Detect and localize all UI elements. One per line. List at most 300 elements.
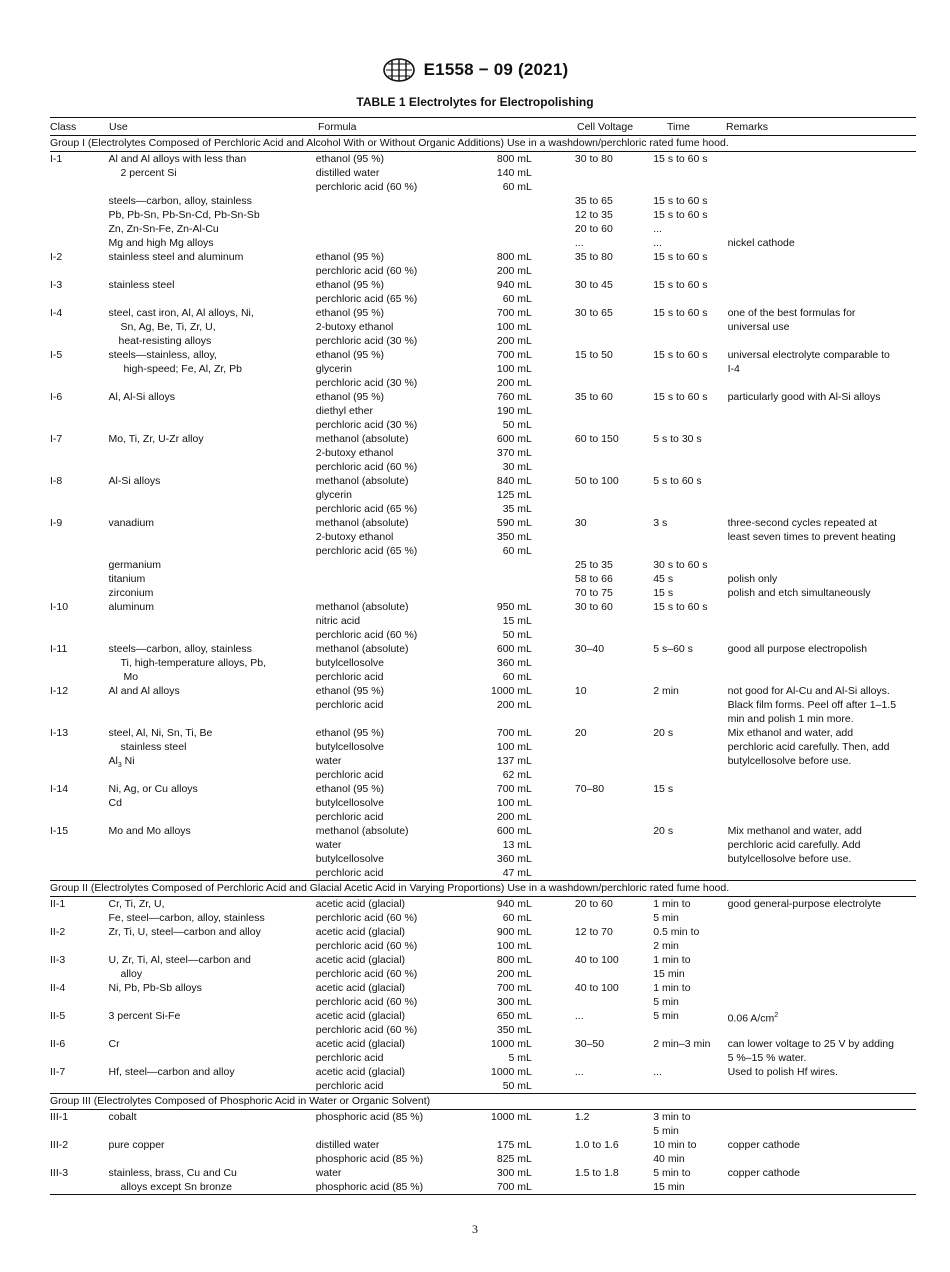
- formula-cell-line: perchloric acid (30 %): [315, 377, 418, 389]
- amount-cell: [484, 1166, 532, 1194]
- formula-cell-line: acetic acid (glacial): [315, 898, 406, 910]
- time-cell: [653, 250, 727, 264]
- remarks-cell-line: Mix ethanol and water, add: [727, 727, 854, 739]
- remarks-cell-line: Used to polish Hf wires.: [727, 1066, 838, 1078]
- amount-cell-line: 62 mL: [502, 769, 532, 781]
- formula-cell-line: ethanol (95 %): [315, 685, 385, 697]
- time-cell-line: 5 s–60 s: [653, 643, 693, 655]
- formula-cell: [316, 684, 485, 712]
- formula-cell-line: perchloric acid: [315, 769, 384, 781]
- amount-cell: [484, 474, 532, 516]
- time-cell: [653, 925, 727, 953]
- voltage-cell: [532, 306, 653, 320]
- remarks-cell-line: perchloric acid carefully. Add: [727, 839, 861, 851]
- use-cell-line: Ti, high-temperature alloys, Pb,: [120, 657, 267, 669]
- voltage-cell: [532, 897, 653, 911]
- amount-cell: [484, 642, 532, 684]
- formula-cell: [316, 600, 485, 642]
- amount-cell-line: 950 mL: [496, 601, 532, 613]
- electrolyte-table: [50, 117, 916, 1195]
- remarks-cell: [728, 1138, 916, 1152]
- time-cell-line: 1 min to: [653, 954, 691, 966]
- formula-cell-line: perchloric acid: [315, 811, 384, 823]
- amount-cell: [484, 684, 532, 712]
- time-cell-line: 5 s to 60 s: [653, 475, 702, 487]
- use-cell-line: Ni, Pb, Pb-Sb alloys: [108, 982, 202, 994]
- formula-cell: [316, 726, 485, 782]
- table-row: [50, 897, 916, 925]
- time-cell: [653, 348, 727, 362]
- remarks-cell-line: [728, 222, 916, 236]
- voltage-cell-line: 12 to 35: [574, 209, 613, 221]
- formula-cell: [316, 348, 485, 390]
- use-cell: [109, 390, 316, 404]
- voltage-cell-line: 20: [574, 727, 587, 739]
- voltage-cell-line: 20 to 60: [574, 898, 613, 910]
- voltage-cell: [532, 152, 653, 166]
- remarks-cell: [728, 516, 916, 544]
- amount-cell-line: 100 mL: [496, 940, 532, 952]
- use-cell-line: Zn, Zn-Sn-Fe, Zn-Al-Cu: [108, 223, 219, 235]
- voltage-cell: [532, 600, 653, 614]
- group-heading: Group III (Electrolytes Composed of Phosphoric Acid in Water or Organic Solvent): [50, 1093, 916, 1110]
- voltage-cell-line: 58 to 66: [574, 573, 613, 585]
- voltage-cell: [532, 1009, 653, 1023]
- time-cell: [653, 600, 727, 614]
- formula-cell: [316, 981, 485, 1009]
- use-cell: [109, 1138, 316, 1152]
- class-cell: II-5: [50, 1010, 66, 1022]
- class-cell: I-2: [50, 251, 63, 263]
- amount-cell-line: 1000 mL: [491, 1111, 532, 1123]
- remarks-cell-line: good all purpose electropolish: [727, 643, 868, 655]
- time-cell-line: 15 s to 60 s: [653, 153, 708, 165]
- table-row: [50, 278, 916, 306]
- formula-cell-line: methanol (absolute): [315, 517, 409, 529]
- remarks-cell-line: Black film forms. Peel off after 1–1.5: [727, 699, 897, 711]
- use-cell: [109, 953, 316, 981]
- formula-cell-line: methanol (absolute): [315, 475, 409, 487]
- amount-cell-line: 35 mL: [502, 503, 532, 515]
- voltage-cell: [532, 474, 653, 488]
- voltage-cell-line: 30 to 60: [574, 601, 613, 613]
- table-row: [50, 1065, 916, 1093]
- voltage-cell-line: 60 to 150: [574, 433, 619, 445]
- amount-cell-line: 1000 mL: [491, 1038, 532, 1050]
- amount-cell-line: 50 mL: [502, 1080, 532, 1092]
- amount-cell-line: 100 mL: [496, 797, 532, 809]
- amount-cell-line: 1000 mL: [491, 685, 532, 697]
- voltage-cell: [532, 684, 653, 698]
- amount-cell-line: 30 mL: [502, 461, 532, 473]
- formula-cell: [316, 390, 485, 432]
- use-cell-line: Mo and Mo alloys: [108, 825, 191, 837]
- remarks-cell: [728, 1009, 916, 1026]
- time-cell-line: 15 s to 60 s: [653, 209, 708, 221]
- voltage-cell-line: 40 to 100: [574, 954, 619, 966]
- time-cell-line: 40 min: [653, 1153, 685, 1165]
- voltage-cell-line: 30 to 65: [574, 307, 613, 319]
- col-formula: Formula: [318, 120, 357, 133]
- voltage-cell: [532, 981, 653, 995]
- table-row: [50, 152, 916, 194]
- amount-cell-line: 50 mL: [502, 629, 532, 641]
- formula-cell-line: butylcellosolve: [315, 657, 385, 669]
- table-title: TABLE 1 Electrolytes for Electropolishing: [356, 95, 594, 109]
- table-row: [50, 1166, 916, 1195]
- table-row: [50, 558, 916, 600]
- formula-cell-line: distilled water: [315, 1139, 380, 1151]
- formula-cell-line: methanol (absolute): [315, 601, 409, 613]
- amount-cell-line: 370 mL: [496, 447, 532, 459]
- voltage-cell-line: 12 to 70: [574, 926, 613, 938]
- use-cell: [109, 600, 316, 614]
- formula-cell-line: perchloric acid (60 %): [315, 940, 418, 952]
- formula-cell-line: acetic acid (glacial): [315, 954, 406, 966]
- amount-cell-line: 300 mL: [496, 1167, 532, 1179]
- formula-cell-line: perchloric acid: [315, 1080, 384, 1092]
- voltage-cell-line: 1.0 to 1.6: [574, 1139, 619, 1151]
- formula-cell-line: perchloric acid (30 %): [315, 335, 418, 347]
- amount-cell-line: 900 mL: [496, 926, 532, 938]
- formula-cell-line: methanol (absolute): [315, 433, 409, 445]
- formula-cell: [316, 953, 485, 981]
- table-row: [50, 953, 916, 981]
- remarks-cell-line: I-4: [727, 363, 740, 375]
- formula-cell-line: butylcellosolve: [315, 853, 385, 865]
- use-cell-line: steels—carbon, alloy, stainless: [108, 195, 252, 207]
- time-cell: [653, 897, 727, 925]
- remarks-cell: [728, 642, 916, 656]
- voltage-cell: [532, 953, 653, 967]
- time-cell-line: 10 min to: [653, 1139, 697, 1151]
- voltage-cell-line: 1.5 to 1.8: [574, 1167, 619, 1179]
- use-cell-line: alloys except Sn bronze: [120, 1181, 232, 1193]
- use-cell: [109, 250, 316, 264]
- class-cell: II-4: [50, 982, 66, 994]
- amount-cell-line: 700 mL: [496, 1181, 532, 1193]
- amount-cell: [484, 1037, 532, 1065]
- formula-cell-line: butylcellosolve: [315, 741, 385, 753]
- formula-cell-line: perchloric acid (65 %): [315, 503, 418, 515]
- time-cell: [653, 474, 727, 488]
- formula-cell-line: diethyl ether: [315, 405, 373, 417]
- voltage-cell: [532, 782, 653, 796]
- remarks-cell: [728, 726, 916, 768]
- amount-cell-line: 200 mL: [496, 335, 532, 347]
- time-cell-line: 15 s to 60 s: [653, 279, 708, 291]
- time-cell-line: 15 s to 60 s: [653, 349, 708, 361]
- formula-cell-line: perchloric acid: [315, 1052, 384, 1064]
- formula-cell-line: glycerin: [315, 363, 352, 375]
- use-cell-line: aluminum: [108, 601, 155, 613]
- time-cell: [653, 558, 727, 600]
- voltage-cell: [532, 250, 653, 264]
- amount-cell-line: 5 mL: [508, 1052, 532, 1064]
- remarks-cell: [728, 897, 916, 911]
- time-cell-line: 5 min: [653, 996, 679, 1008]
- use-cell-line: high-speed; Fe, Al, Zr, Pb: [123, 363, 242, 375]
- amount-cell-line: 350 mL: [496, 1024, 532, 1036]
- formula-cell-line: ethanol (95 %): [315, 727, 385, 739]
- time-cell-line: 5 s to 30 s: [653, 433, 702, 445]
- use-cell-line: Mg and high Mg alloys: [108, 237, 214, 249]
- formula-cell-line: perchloric acid (60 %): [315, 1024, 418, 1036]
- formula-cell-line: ethanol (95 %): [315, 349, 385, 361]
- formula-cell: [316, 250, 485, 278]
- class-cell: I-14: [50, 783, 69, 795]
- table-row: [50, 925, 916, 953]
- use-cell-line: steel, Al, Ni, Sn, Ti, Be: [108, 727, 213, 739]
- formula-cell-line: perchloric acid (60 %): [315, 629, 418, 641]
- formula-cell-line: nitric acid: [315, 615, 361, 627]
- table-row: [50, 726, 916, 782]
- formula-cell-line: perchloric acid (60 %): [315, 181, 418, 193]
- remarks-cell-line: polish and etch simultaneously: [727, 587, 871, 599]
- time-cell: [653, 390, 727, 404]
- use-cell: [109, 981, 316, 995]
- formula-cell-line: perchloric acid: [315, 867, 384, 879]
- time-cell: [653, 824, 727, 838]
- use-cell-line: Al-Si alloys: [108, 475, 161, 487]
- use-cell-line: Ni, Ag, or Cu alloys: [108, 783, 198, 795]
- voltage-cell: [532, 348, 653, 362]
- amount-cell-line: 700 mL: [496, 727, 532, 739]
- table-row: [50, 684, 916, 726]
- remarks-cell-line: [728, 558, 916, 572]
- class-cell: I-6: [50, 391, 63, 403]
- class-cell: I-13: [50, 727, 69, 739]
- formula-cell-line: ethanol (95 %): [315, 279, 385, 291]
- voltage-cell: [532, 1166, 653, 1180]
- class-cell: II-1: [50, 898, 66, 910]
- amount-cell-line: 940 mL: [496, 898, 532, 910]
- table-row: [50, 250, 916, 278]
- voltage-cell: [532, 1065, 653, 1079]
- time-cell-line: 2 min: [653, 685, 679, 697]
- voltage-cell-line: ...: [574, 1010, 584, 1022]
- time-cell: [653, 953, 727, 981]
- voltage-cell-line: 30 to 45: [574, 279, 613, 291]
- document-id: E1558 − 09 (2021): [423, 60, 569, 79]
- amount-cell: [484, 1110, 532, 1124]
- amount-cell-line: 100 mL: [496, 363, 532, 375]
- voltage-cell-line: 50 to 100: [574, 475, 619, 487]
- remarks-cell: [728, 306, 916, 334]
- formula-cell: [316, 642, 485, 684]
- remarks-cell-line: [728, 208, 916, 222]
- time-cell-line: ...: [653, 1066, 662, 1078]
- remarks-cell-line: 0.06 $A/cm^2$: [727, 1012, 779, 1025]
- time-cell-line: 20 s: [653, 825, 674, 837]
- amount-cell-line: 700 mL: [496, 349, 532, 361]
- time-cell: [653, 1009, 727, 1023]
- formula-cell: [316, 925, 485, 953]
- column-header-row: [50, 118, 916, 136]
- formula-cell: [316, 1009, 485, 1037]
- amount-cell-line: 15 mL: [502, 615, 532, 627]
- table-row: [50, 1110, 916, 1138]
- use-cell-line: pure copper: [108, 1139, 165, 1151]
- time-cell: [653, 1166, 727, 1194]
- remarks-cell: [728, 194, 916, 250]
- amount-cell: [484, 925, 532, 953]
- remarks-cell-line: Mix methanol and water, add: [727, 825, 862, 837]
- amount-cell-line: 60 mL: [502, 671, 532, 683]
- voltage-cell-line: 40 to 100: [574, 982, 619, 994]
- formula-cell-line: acetic acid (glacial): [315, 1010, 406, 1022]
- col-use: Use: [109, 120, 128, 133]
- amount-cell-line: 60 mL: [502, 181, 532, 193]
- amount-cell-line: 350 mL: [496, 531, 532, 543]
- use-cell-line: zirconium: [108, 587, 154, 599]
- time-cell: [653, 642, 727, 656]
- remarks-cell-line: particularly good with Al-Si alloys: [727, 391, 881, 403]
- use-cell-line: U, Zr, Ti, Al, steel—carbon and: [108, 954, 251, 966]
- time-cell-line: 15 min: [653, 968, 685, 980]
- amount-cell-line: 800 mL: [496, 954, 532, 966]
- remarks-cell: [728, 390, 916, 404]
- use-cell: [109, 897, 316, 925]
- use-cell-line: $Al_3$ Ni: [108, 755, 135, 770]
- col-cell-voltage: Cell Voltage: [577, 120, 634, 133]
- use-cell: [109, 194, 316, 250]
- class-cell: III-2: [50, 1139, 69, 1151]
- amount-cell-line: 60 mL: [502, 293, 532, 305]
- remarks-cell: [728, 348, 916, 376]
- use-cell-line: Cd: [108, 797, 122, 809]
- voltage-cell: [532, 925, 653, 939]
- amount-cell-line: 600 mL: [496, 825, 532, 837]
- remarks-cell-line: copper cathode: [727, 1139, 800, 1151]
- formula-cell-line: water: [315, 839, 342, 851]
- formula-cell-line: methanol (absolute): [315, 825, 409, 837]
- astm-logo-icon: [382, 57, 416, 83]
- time-cell: [653, 516, 727, 530]
- use-cell-line: Fe, steel—carbon, alloy, stainless: [108, 912, 265, 924]
- amount-cell-line: 125 mL: [496, 489, 532, 501]
- use-cell: [109, 925, 316, 939]
- class-cell: I-15: [50, 825, 69, 837]
- voltage-cell-line: 10: [574, 685, 587, 697]
- table-row: [50, 782, 916, 824]
- remarks-cell-line: universal use: [727, 321, 790, 333]
- time-cell-line: 0.5 min to: [653, 926, 700, 938]
- formula-cell-line: perchloric acid (60 %): [315, 912, 418, 924]
- remarks-cell-line: copper cathode: [727, 1167, 800, 1179]
- formula-cell-line: glycerin: [315, 489, 352, 501]
- amount-cell-line: 700 mL: [496, 307, 532, 319]
- formula-cell: [316, 1138, 485, 1166]
- class-cell: II-6: [50, 1038, 66, 1050]
- time-cell-line: 15 s to 60 s: [653, 251, 708, 263]
- remarks-cell: [728, 824, 916, 866]
- voltage-cell-line: 30: [574, 517, 587, 529]
- voltage-cell: [532, 824, 653, 838]
- class-cell: I-5: [50, 349, 63, 361]
- amount-cell: [484, 600, 532, 642]
- formula-cell-line: ethanol (95 %): [315, 307, 385, 319]
- use-cell: [109, 1065, 316, 1079]
- use-cell-line: Al, Al-Si alloys: [108, 391, 176, 403]
- time-cell: [653, 306, 727, 320]
- voltage-cell-line: ...: [574, 237, 584, 249]
- table-row: [50, 981, 916, 1009]
- time-cell-line: 30 s to 60 s: [653, 559, 708, 571]
- use-cell-line: stainless, brass, Cu and Cu: [108, 1167, 237, 1179]
- use-cell-line: Al and Al alloys: [108, 685, 180, 697]
- class-cell: I-7: [50, 433, 63, 445]
- formula-cell: [316, 782, 485, 824]
- amount-cell-line: 60 mL: [502, 912, 532, 924]
- amount-cell-line: 175 mL: [496, 1139, 532, 1151]
- formula-cell-line: perchloric acid: [315, 699, 384, 711]
- formula-cell-line: perchloric acid (65 %): [315, 545, 418, 557]
- time-cell: [653, 1037, 727, 1051]
- amount-cell-line: 700 mL: [496, 982, 532, 994]
- remarks-cell-line: perchloric acid carefully. Then, add: [727, 741, 890, 753]
- voltage-cell-line: 30–50: [574, 1038, 605, 1050]
- amount-cell: [484, 250, 532, 278]
- voltage-cell: [532, 558, 653, 600]
- time-cell-line: 5 min: [653, 1010, 679, 1022]
- use-cell-line: stainless steel: [108, 279, 175, 291]
- amount-cell-line: 940 mL: [496, 279, 532, 291]
- voltage-cell-line: 30–40: [574, 643, 605, 655]
- formula-cell-line: water: [315, 1167, 342, 1179]
- amount-cell-line: 650 mL: [496, 1010, 532, 1022]
- class-cell: I-1: [50, 153, 63, 165]
- formula-cell-line: 2-butoxy ethanol: [315, 321, 394, 333]
- amount-cell-line: 760 mL: [496, 391, 532, 403]
- voltage-cell-line: 35 to 65: [574, 195, 613, 207]
- formula-cell: [316, 474, 485, 516]
- remarks-cell-line: 5 %–15 % water.: [727, 1052, 807, 1064]
- table-row: [50, 1009, 916, 1037]
- use-cell-line: vanadium: [108, 517, 155, 529]
- amount-cell: [484, 152, 532, 194]
- remarks-cell: [728, 558, 916, 600]
- time-cell: [653, 684, 727, 698]
- formula-cell: [316, 1166, 485, 1194]
- amount-cell: [484, 897, 532, 925]
- col-time: Time: [667, 120, 690, 133]
- use-cell-line: cobalt: [108, 1111, 137, 1123]
- use-cell-line: Sn, Ag, Be, Ti, Zr, U,: [120, 321, 216, 333]
- class-cell: II-3: [50, 954, 66, 966]
- use-cell: [109, 348, 316, 376]
- remarks-cell-line: least seven times to prevent heating: [727, 531, 896, 543]
- amount-cell-line: 600 mL: [496, 643, 532, 655]
- use-cell-line: steels—carbon, alloy, stainless: [108, 643, 252, 655]
- voltage-cell-line: 1.2: [574, 1111, 590, 1123]
- formula-cell: [316, 1037, 485, 1065]
- table-row: [50, 1138, 916, 1166]
- voltage-cell-line: 15 to 50: [574, 349, 613, 361]
- use-cell-line: alloy: [120, 968, 143, 980]
- amount-cell: [484, 726, 532, 782]
- remarks-cell-line: min and polish 1 min more.: [727, 713, 854, 725]
- amount-cell: [484, 1065, 532, 1093]
- amount-cell-line: 137 mL: [496, 755, 532, 767]
- formula-cell-line: perchloric acid (60 %): [315, 968, 418, 980]
- formula-cell: [316, 306, 485, 348]
- table-row: [50, 600, 916, 642]
- voltage-cell: [532, 1037, 653, 1051]
- use-cell: [109, 684, 316, 698]
- amount-cell-line: 600 mL: [496, 433, 532, 445]
- formula-cell-line: perchloric acid (60 %): [315, 996, 418, 1008]
